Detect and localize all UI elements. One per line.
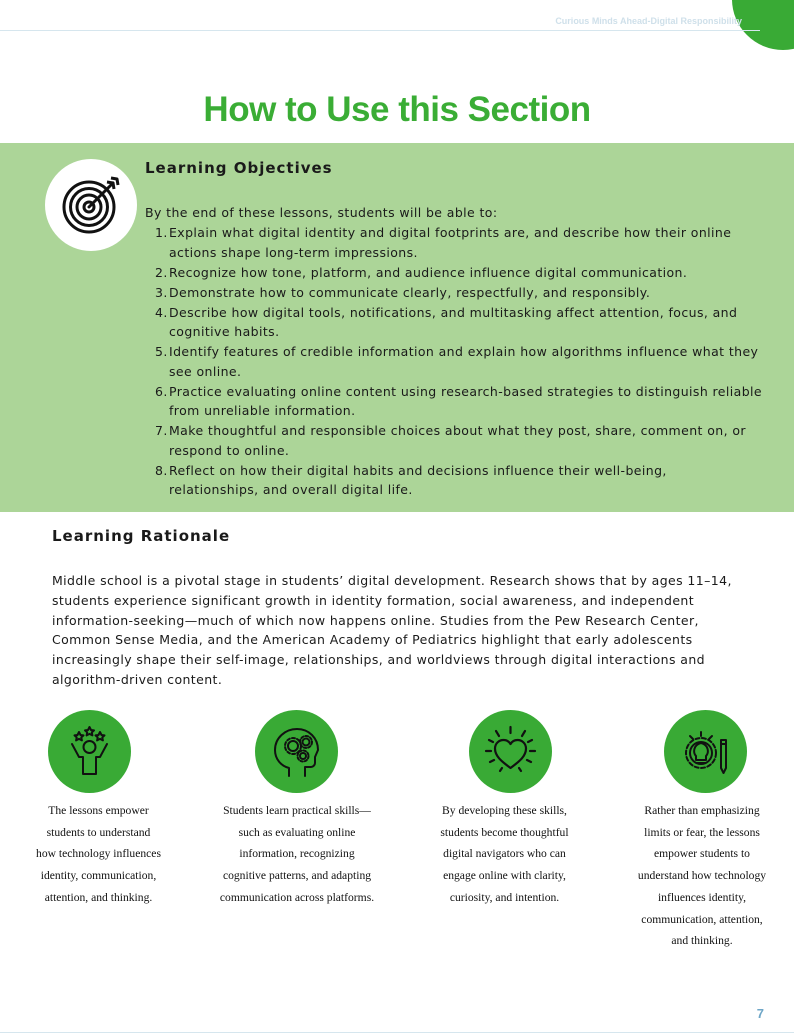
objective-item: 7. Make thoughtful and responsible choices about what they post, share, comment on, or respond to online.: [155, 423, 746, 458]
feature-badge-4: [664, 710, 747, 793]
objective-item: 4. Describe how digital tools, notifications, and multitasking affect attention, focus, and cognitive habits.: [155, 304, 738, 339]
feature-badge-3: [469, 710, 552, 793]
objective-item: 8. Reflect on how their digital habits and decisions influence their well-being, relationships, and overall digital life.: [155, 462, 667, 497]
header-divider: [0, 30, 760, 31]
page-title: How to Use this Section: [203, 90, 591, 129]
head-gears-icon: [255, 710, 338, 793]
running-header: Curious Minds Ahead-Digital Responsibility: [555, 16, 742, 26]
feature-caption-2: Students learn practical skills— such as evaluating online information, recognizing cognitive patterns, and adapting communication across platforms.: [219, 804, 375, 904]
objective-item: 5. Identify features of credible information and explain how algorithms influence what they see online.: [155, 344, 759, 379]
objectives-intro: By the end of these lessons, students will be able to:: [145, 205, 498, 220]
objective-item: 6. Practice evaluating online content using research-based strategies to distinguish reliable from unreliable information.: [155, 383, 762, 418]
rationale-paragraph: Middle school is a pivotal stage in students’ digital development. Research shows that by ages 11–14, students experience significant growth in identity formation, social awareness, and independent information-seeking—much of which now happens online. Studies from the Pew Research Center, Common Sense Media, and the American Academy of Pediatrics highlight that early adolescents increasingly shape their self-image, relationships, and worldviews through digital interactions and algorithm-driven content.: [52, 573, 732, 687]
feature-caption-3: By developing these skills, students become thoughtful digital navigators who can engage online with clarity, curiosity, and intention.: [440, 804, 569, 904]
target-icon: [59, 173, 123, 237]
objectives-heading: Learning Objectives: [145, 159, 333, 177]
rationale-heading: Learning Rationale: [52, 527, 231, 545]
objectives-list: [145, 223, 785, 500]
feature-badge-2: [255, 710, 338, 793]
feature-caption-4: Rather than emphasizing limits or fear, the lessons empower students to understand how technology influences identity, communication, attention, and thinking.: [637, 804, 767, 948]
celebrating-person-icon: [48, 710, 131, 793]
feature-badge-1: [48, 710, 131, 793]
page-number: 7: [756, 1006, 764, 1021]
objective-item: 1. Explain what digital identity and digital footprints are, and describe how their online actions shape long-term impressions.: [155, 225, 732, 260]
objective-item: 2. Recognize how tone, platform, and audience influence digital communication.: [155, 264, 688, 280]
feature-caption-1: The lessons empower students to understand how technology influences identity, communication, attention, and thinking.: [36, 804, 161, 904]
lightbulb-gear-pencil-icon: [664, 710, 747, 793]
objective-item: 3. Demonstrate how to communicate clearly, respectfully, and responsibly.: [155, 284, 651, 300]
footer-divider: [0, 1032, 794, 1033]
glowing-heart-icon: [469, 710, 552, 793]
target-icon-badge: [45, 159, 137, 251]
